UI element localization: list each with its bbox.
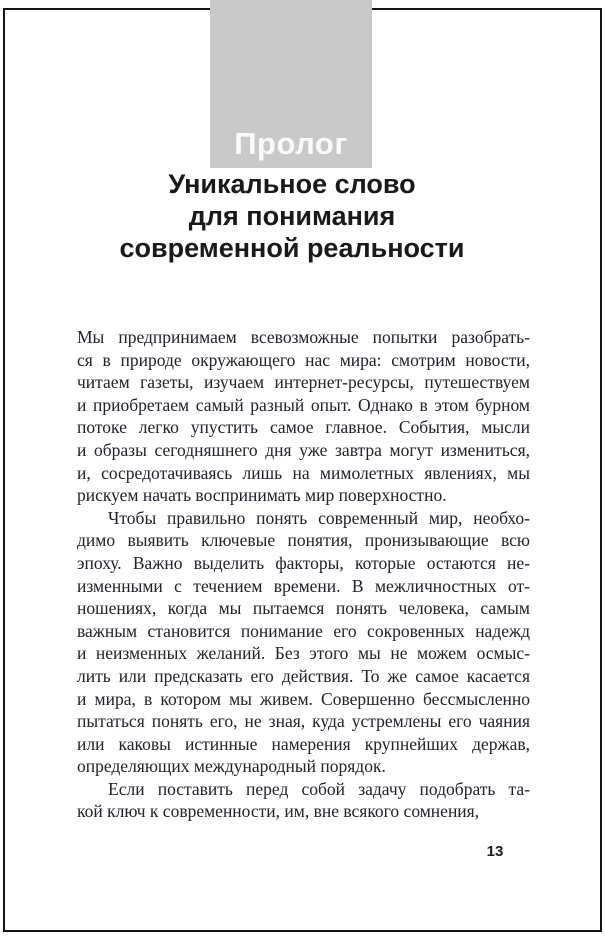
text-line: Мы предпринимаем всевозможные попытки разобрать-	[77, 327, 530, 347]
paragraph	[77, 507, 530, 778]
text-line: Если поставить перед собой задачу подобрать та-	[108, 778, 530, 799]
chapter-kicker-box	[210, 0, 372, 168]
text-line: и образы сегодняшнего дня уже завтра могут измениться,	[77, 439, 530, 460]
text-line: ношениях, когда мы пытаемся понять человека, самым	[77, 598, 530, 619]
body-text	[77, 326, 530, 823]
chapter-title-line: современной реальности	[119, 233, 465, 263]
text-line: важным становится понимание его сокровенных надежд	[77, 620, 530, 641]
chapter-title-line: для понимания	[188, 201, 396, 231]
page-number: 13	[486, 843, 504, 860]
text-line: и приобретаем самый разный опыт. Однако в этом бурном	[77, 394, 530, 415]
paragraph	[77, 326, 530, 507]
chapter-kicker-label: Пролог	[234, 126, 348, 161]
text-line: лить или предсказать его действия. То же самое касается	[77, 665, 530, 686]
text-line: потоке легко упустить самое главное. События, мысли	[77, 417, 530, 438]
text-line: пытаться понять его, не зная, куда устремлены его чаяния	[77, 711, 530, 732]
text-line: Чтобы правильно понять современный мир, необхо-	[108, 507, 530, 528]
paragraph	[77, 778, 530, 823]
text-line: рискуем начать воспринимать мир поверхностно.	[77, 485, 447, 506]
chapter-title-line: Уникальное слово	[168, 169, 416, 199]
text-line: ся в природе окружающего нас мира: смотрим новости,	[77, 349, 530, 370]
text-line: изменными с течением времени. В межличностных от-	[77, 575, 530, 596]
text-line: определяющих международный порядок.	[77, 756, 386, 777]
text-line: эпоху. Важно выделить факторы, которые остаются не-	[77, 552, 530, 573]
text-line: и мира, в котором мы живем. Совершенно бессмысленно	[77, 688, 530, 709]
text-line: и неизменных желаний. Без этого мы не можем осмыс-	[77, 643, 530, 664]
text-line: или каковы истинные намерения крупнейших держав,	[77, 733, 530, 754]
chapter-title	[30, 168, 554, 264]
text-line: кой ключ к современности, им, вне всякого сомнения,	[77, 801, 480, 822]
text-line: читаем газеты, изучаем интернет-ресурсы, путешествуем	[77, 372, 530, 393]
text-line: и, сосредотачиваясь лишь на мимолетных явлениях, мы	[77, 462, 530, 483]
text-line: димо выявить ключевые понятия, пронизывающие всю	[77, 530, 530, 551]
